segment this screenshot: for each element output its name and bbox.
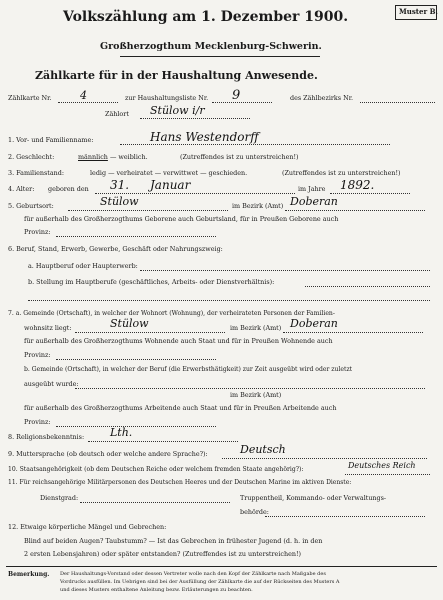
- q8-label: 8. Religionsbekenntnis:: [8, 433, 85, 441]
- q7b-bezirk: im Bezirk (Amt): [230, 391, 282, 399]
- q8-value: Lth.: [110, 426, 133, 439]
- q3-label: 3. Familienstand:: [8, 169, 65, 177]
- q7-provinz: Provinz:: [24, 351, 51, 359]
- q4-label: 4. Alter:: [8, 185, 35, 193]
- form-subtitle: Zählkarte für in der Haushaltung Anwesende.: [35, 69, 318, 82]
- q3-note: (Zutreffendes ist zu unterstreichen!): [282, 169, 401, 177]
- muster-badge: Muster B.: [399, 7, 438, 16]
- q6-label: 6. Beruf, Stand, Erwerb, Gewerbe, Geschäft oder Nahrungszweig:: [8, 245, 223, 253]
- q12-line1: Blind auf beiden Augen? Taubstumm? — Ist das Gebrechen in frühester Jugend (d. h. in den: [24, 537, 323, 545]
- q11-rest2: behörde:: [240, 508, 269, 516]
- footer-rule: [6, 566, 437, 567]
- q7-label: 7. a. Gemeinde (Ortschaft), in welcher der Wohnort (Wohnung), der verheirateten Personen der Familien-: [8, 310, 335, 317]
- q5-label: 5. Geburtsort:: [8, 202, 54, 210]
- q2-note: (Zutreffendes ist zu unterstreichen!): [180, 153, 299, 161]
- q2-opt-female: — weiblich.: [110, 153, 148, 161]
- q9-value: Deutsch: [240, 443, 286, 456]
- q5-value: Stülow: [100, 195, 139, 208]
- q4-geboren: geboren den: [48, 185, 89, 193]
- q7-bezirk-label: im Bezirk (Amt): [230, 324, 282, 332]
- q5-bezirk-label: im Bezirk (Amt): [232, 202, 284, 210]
- q2-opt-male: männlich: [78, 153, 108, 161]
- q1-label: 1. Vor- und Familienname:: [8, 136, 94, 144]
- zk-label: Zählkarte Nr.: [8, 94, 52, 102]
- note-line3: und dieses Musters enthaltene Anleitung bezw. Erläuterungen zu beachten.: [60, 587, 253, 593]
- q12-line2: 2 ersten Lebensjahren) oder später entstanden? (Zutreffendes ist zu unterstreichen!): [24, 550, 302, 558]
- q10-label: 10. Staatsangehörigkeit (ob dem Deutschen Reiche oder welchem fremden Staate angehörig?):: [8, 466, 304, 473]
- q5-provinz: Provinz:: [24, 228, 51, 236]
- q6-b: b. Stellung im Hauptberufe (geschäftliches, Arbeits- oder Dienstverhältnis):: [28, 278, 275, 286]
- q3-options: ledig — verheiratet — verwittwet — geschieden.: [90, 169, 248, 177]
- q4-year-label: im Jahre: [298, 185, 326, 193]
- bez-label: des Zählbezirks Nr.: [290, 94, 354, 102]
- q5-bezirk-value: Doberan: [290, 195, 338, 208]
- q7-value: Stülow: [110, 317, 149, 330]
- state-name: Großherzogthum Mecklenburg-Schwerin.: [100, 41, 322, 52]
- q11-rest: Truppentheil, Kommando- oder Verwaltungs-: [240, 494, 387, 502]
- q9-label: 9. Muttersprache (ob deutsch oder welche andere Sprache?):: [8, 450, 208, 458]
- note-label: Bemerkung.: [8, 571, 50, 578]
- q7b-label: b. Gemeinde (Ortschaft), in welcher der Beruf (die Erwerbsthätigkeit) zur Zeit ausgeübt wird oder zuletzt: [24, 366, 353, 373]
- q5-extra: für außerhalb des Großherzogthums Geborene auch Geburtsland, für in Preußen Geborene auch: [24, 215, 339, 223]
- q11-dienstgrad: Dienstgrad:: [40, 494, 79, 502]
- q4-year: 1892.: [340, 178, 375, 192]
- ort-label: Zählort: [105, 110, 129, 118]
- q7-extra: für außerhalb des Großherzogthums Wohnende auch Staat und für in Preußen Wohnende auch: [24, 337, 333, 345]
- header-rule: [120, 56, 320, 57]
- q6-a: a. Hauptberuf oder Haupterwerb:: [28, 262, 138, 270]
- q1-value: Hans Westendorff: [150, 130, 259, 144]
- hl-label: zur Haushaltungsliste Nr.: [125, 94, 209, 102]
- zk-value: 4: [80, 89, 87, 102]
- q7b-extra: für außerhalb des Großherzogthums Arbeitende auch Staat und für in Preußen Arbeitende auch: [24, 404, 337, 412]
- form-title: Volkszählung am 1. Dezember 1900.: [63, 9, 349, 25]
- q11-label: 11. Für reichsangehörige Militärpersonen des Deutschen Heeres und der Deutschen Marine im aktiven Dienste:: [8, 479, 352, 486]
- ort-value: Stülow i/r: [150, 104, 205, 117]
- note-line2: Vordrucks ausfüllen. Im Uebrigen sind bei der Ausfüllung der Zählkarte die auf der Rückseiten des Musters A: [60, 579, 340, 585]
- note-line1: Der Haushaltungs-Vorstand oder dessen Vertreter wolle nach den Kopf der Zählkarte nach Maßgabe des: [60, 571, 326, 577]
- q2-label: 2. Geschlecht:: [8, 153, 55, 161]
- q7b-line2: ausgeübt wurde:: [24, 380, 79, 388]
- q7-bezirk-value: Doberan: [290, 317, 338, 330]
- q4-day: 31.: [110, 178, 130, 192]
- hl-value: 9: [232, 88, 241, 103]
- q10-value: Deutsches Reich: [348, 461, 416, 470]
- q12-label: 12. Etwaige körperliche Mängel und Gebrechen:: [8, 523, 167, 531]
- q7b-provinz: Provinz:: [24, 418, 51, 426]
- q4-month: Januar: [150, 178, 191, 192]
- q7-wohnsitz: wohnsitz liegt:: [24, 324, 72, 332]
